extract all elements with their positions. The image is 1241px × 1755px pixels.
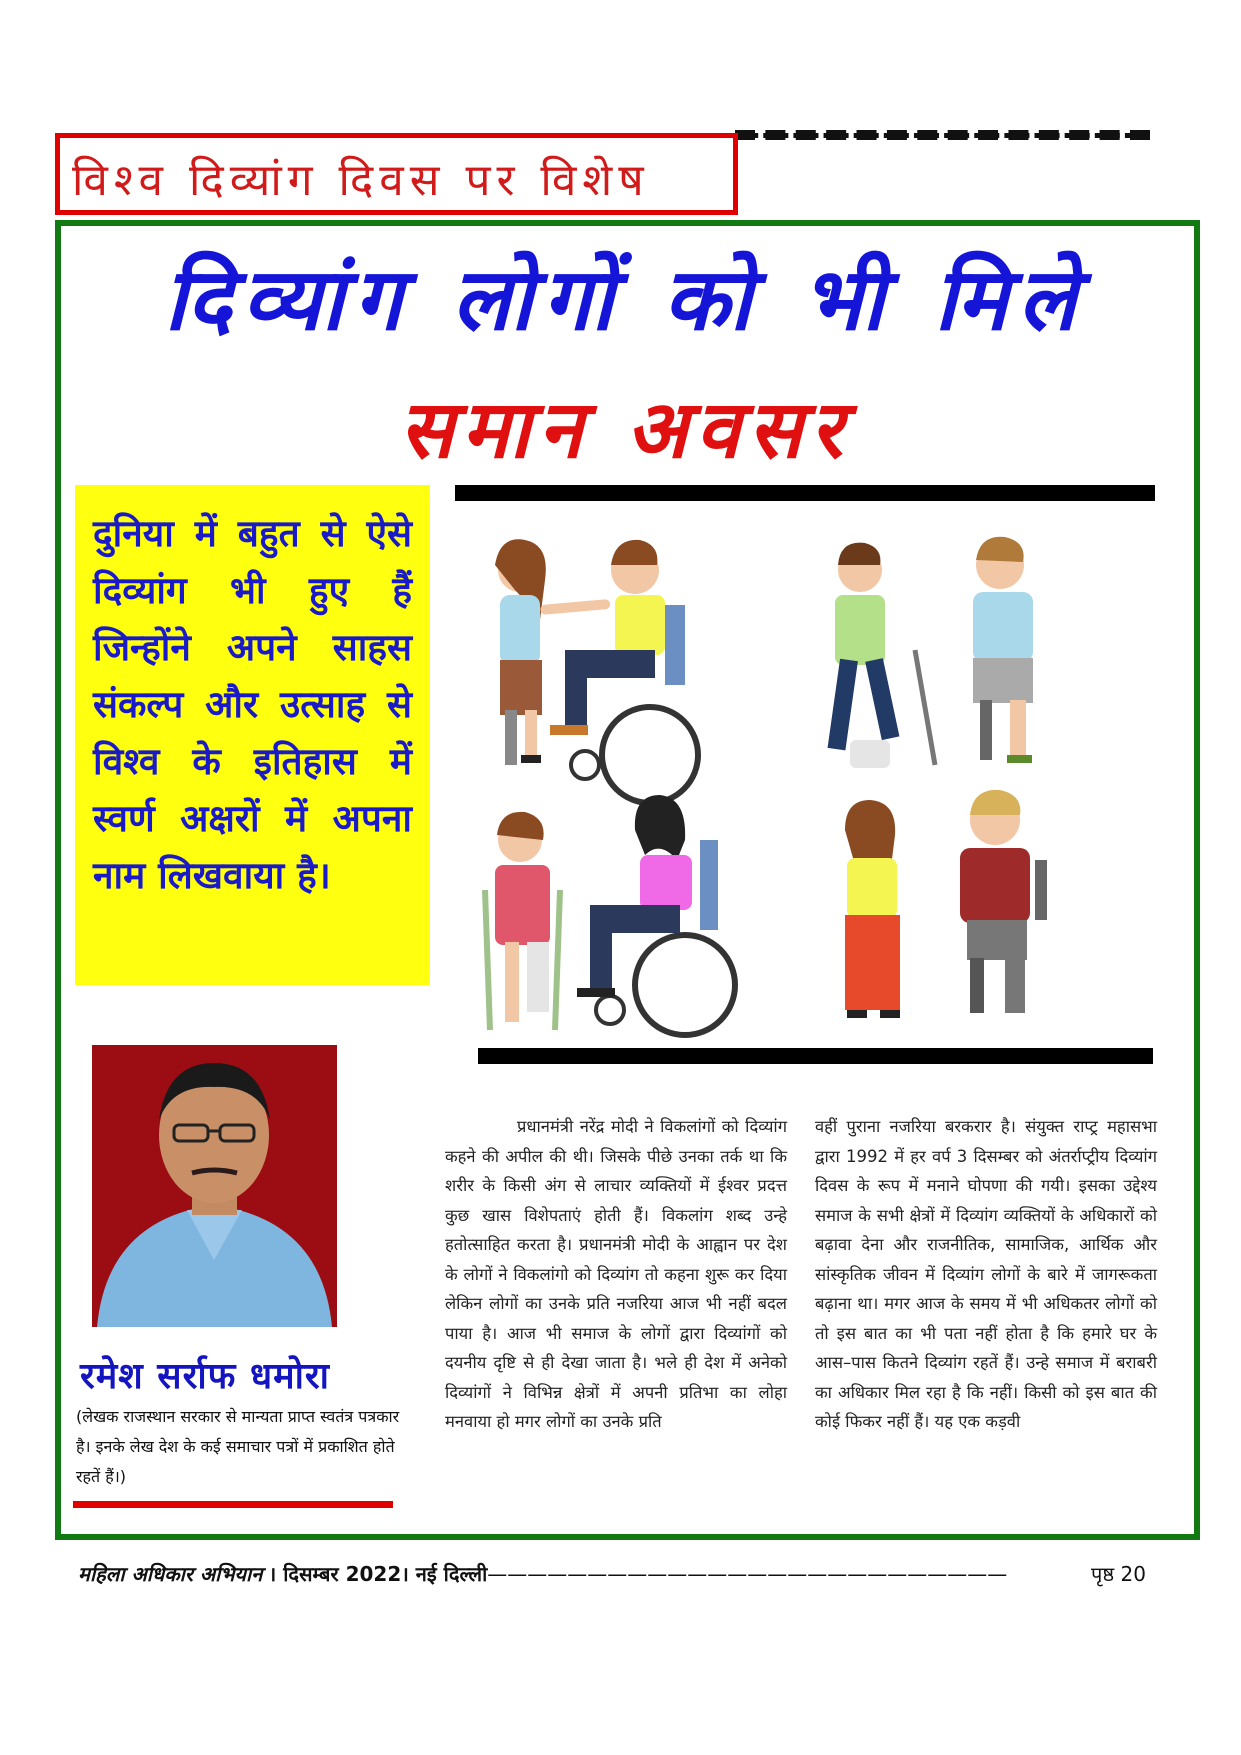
author-red-rule <box>73 1501 393 1508</box>
section-tag-text: विश्व दिव्यांग दिवस पर विशेष <box>72 155 650 206</box>
author-photo <box>92 1045 337 1327</box>
couple-figure <box>845 790 1047 1018</box>
man-cane-figure <box>828 543 935 768</box>
girl-crutches-figure <box>485 812 560 1030</box>
author-note: (लेखक राजस्थान सरकार से मान्यता प्राप्त स्वतंत्र पत्रकार है। इनके लेख देश के कई समाचार पत्रों में प्रकाशित होते रहतें हैं।) <box>76 1407 400 1486</box>
article-column-1: प्रधानमंत्री नरेंद्र मोदी ने विकलांगों को दिव्यांग कहने की अपील की थी। जिसके पीछे उनका तर्क था कि शरीर के किसी अंग से लाचार व्यक्तियों में ईश्वर प्रदत्त कुछ खास विशेपताएं होती हैं। विकलांग शब्द उन्हे हतोत्साहित करता है। प्रधानमंत्री मोदी के आह्वान पर देश के लोगों ने विकलांगो को दिव्यांग तो कहना शुरू कर दिया लेकिन लोगों का उनके प्रति नजरिया आज भी नहीं बदल पाया है। आज भी समाज के लोगों द्वारा दिव्यांगों को दयनीय दृष्टि से ही देखा जाता है। भले ही देश में अनेको दिव्यांगों ने विभिन्न क्षेत्रों में अपनी प्रतिभा का लोहा मनवाया हो मगर लोगों का उनके प्रति <box>445 1117 787 1431</box>
man-prosthetic-figure <box>973 537 1033 763</box>
illustration-top-bar <box>455 485 1155 501</box>
page-footer <box>78 1560 1158 1587</box>
headline-line2: समान अवसर <box>399 382 851 476</box>
footer-date: । दिसम्बर 2022। नई दिल्ली <box>268 1562 488 1586</box>
top-dashed-rule-thick <box>735 130 1150 140</box>
pull-quote <box>75 485 430 985</box>
pull-quote-text: दुनिया में बहुत से ऐसे दिव्यांग भी हुए हैं जिन्होंने अपने साहस संकल्प और उत्साह से विश्व के इतिहास में स्वर्ण अक्षरों में अपना नाम लिखवाया है। <box>93 511 412 897</box>
author-name: रमेश सर्राफ धमोरा <box>80 1355 330 1397</box>
man-wheelchair-figure <box>550 540 698 803</box>
section-tag <box>55 133 738 215</box>
footer-magazine: महिला अधिकार अभियान <box>78 1562 263 1586</box>
footer-page-number: पृष्ठ 20 <box>1091 1562 1146 1586</box>
article-column-2: वहीं पुराना नजरिया बरकरार है। संयुक्त राप्ट्र महासभा द्वारा 1992 में हर वर्प 3 दिसम्बर को अंतर्राप्ट्रीय दिव्यांग दिवस के रूप में मनाने घोपणा की गयी। इसका उद्देश्य समाज के सभी क्षेत्रों में दिव्यांग व्यक्तियों के अधिकारों को बढ़ावा देना और राजनीतिक, सामाजिक, आर्थिक और सांस्कृतिक जीवन में दिव्यांग लोगों के बारे में जागरूकता बढ़ाना था। मगर आज के समय में भी अधिकतर लोगों को तो इस बात का भी पता नहीं होता है कि हमारे घर के आस–पास कितने दिव्यांग रहतें हैं। उन्हे समाज में बराबरी का अधिकार मिल रहा है कि नहीं। किसी को इस बात की कोई फिकर नहीं हैं। यह एक कड़वी <box>815 1117 1157 1431</box>
illustration-bottom-bar <box>478 1048 1153 1064</box>
woman-wheelchair-figure <box>577 795 735 1035</box>
disability-illustration <box>455 510 1155 1040</box>
footer-dash-rule: —————————————————————————— <box>487 1562 1008 1586</box>
headline-line1: दिव्यांग लोगों को भी मिले <box>163 249 1087 350</box>
